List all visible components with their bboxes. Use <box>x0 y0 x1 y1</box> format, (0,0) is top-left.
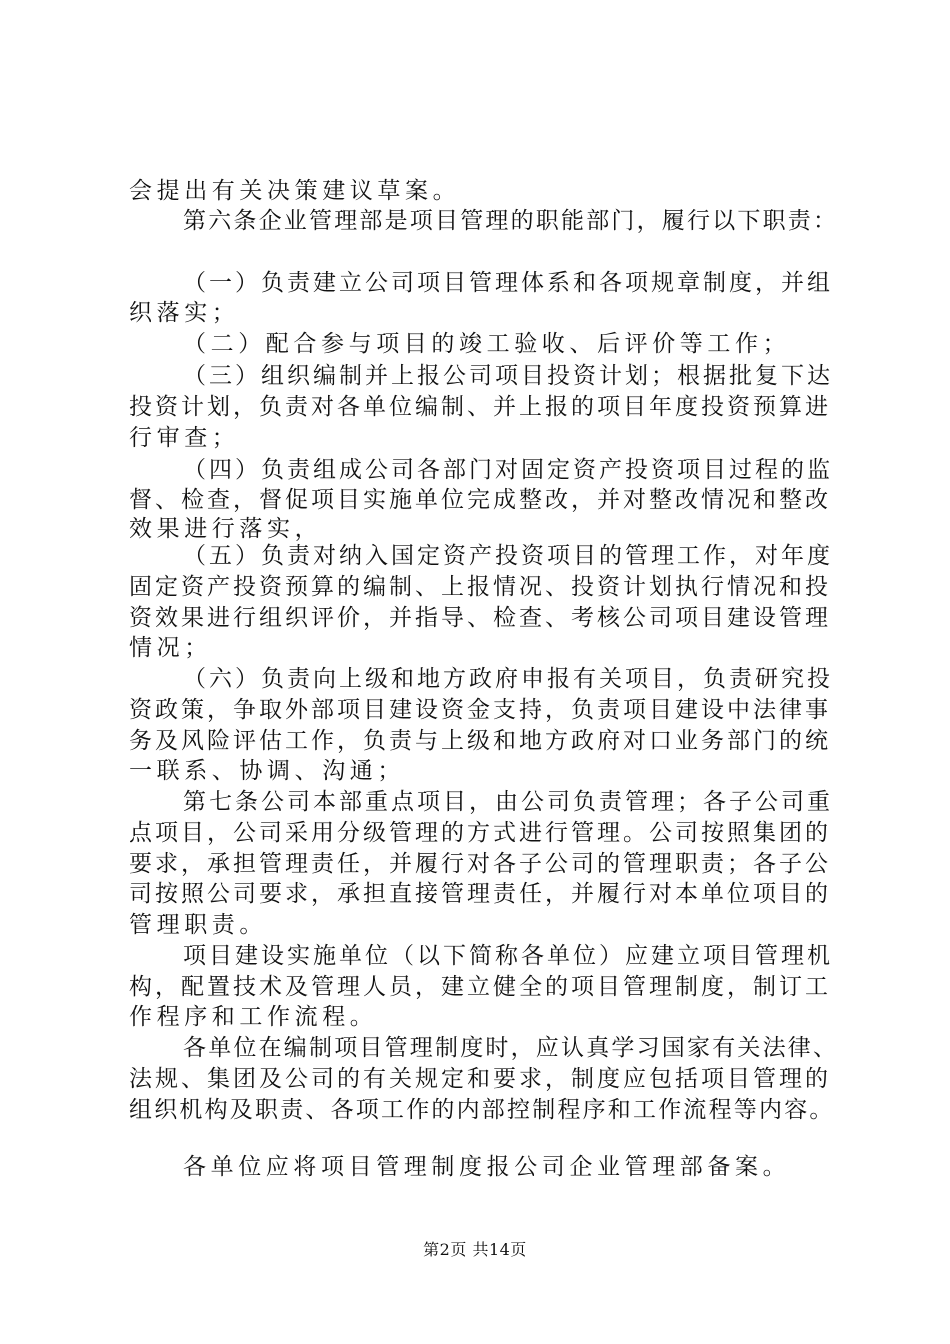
text-line: 资政策，争取外部项目建设资金支持，负责项目建设中法律事 <box>129 697 831 723</box>
text-line: 织落实； <box>129 300 240 326</box>
text-line: （五）负责对纳入国定资产投资项目的管理工作，对年度 <box>183 543 833 569</box>
text-line: （六）负责向上级和地方政府申报有关项目，负责研究投 <box>183 666 833 692</box>
text-line: 资效果进行组织评价，并指导、检查、考核公司项目建设管理 <box>129 605 831 631</box>
text-line: 组织机构及职责、各项工作的内部控制程序和工作流程等内容。 <box>129 1097 835 1123</box>
text-line: 一联系、协调、沟通； <box>129 758 405 784</box>
text-line: （一）负责建立公司项目管理体系和各项规章制度，并组 <box>183 270 833 296</box>
text-line: （二）配合参与项目的竣工验收、后评价等工作； <box>183 331 791 357</box>
text-line: 务及风险评估工作，负责与上级和地方政府对口业务部门的统 <box>129 728 831 754</box>
text-line: 各单位在编制项目管理制度时，应认真学习国家有关法律、 <box>183 1035 839 1061</box>
text-line: 点项目，公司采用分级管理的方式进行管理。公司按照集团的 <box>129 820 831 846</box>
text-line: 各单位应将项目管理制度报公司企业管理部备案。 <box>183 1154 791 1180</box>
text-line: 固定资产投资预算的编制、上报情况、投资计划执行情况和投 <box>129 574 831 600</box>
page-footer: 第2页 共14页 <box>423 1240 527 1259</box>
text-line: 效果进行落实， <box>129 516 323 542</box>
text-line: 行审查； <box>129 425 240 451</box>
article-6-heading: 第六条企业管理部是项目管理的职能部门，履行以下职责： <box>183 208 839 234</box>
text-line: 会提出有关决策建议草案。 <box>129 178 461 204</box>
text-line: 情况； <box>129 635 212 661</box>
text-line: 投资计划，负责对各单位编制、并上报的项目年度投资预算进 <box>129 394 831 420</box>
text-line: 管理职责。 <box>129 912 267 938</box>
text-line: 司按照公司要求，承担直接管理责任，并履行对本单位项目的 <box>129 881 831 907</box>
text-line: 构，配置技术及管理人员，建立健全的项目管理制度，制订工 <box>129 974 831 1000</box>
text-line: 要求，承担管理责任，并履行对各子公司的管理职责；各子公 <box>129 851 831 877</box>
article-7-heading: 第七条公司本部重点项目，由公司负责管理；各子公司重 <box>183 789 833 815</box>
text-line: 法规、集团及公司的有关规定和要求，制度应包括项目管理的 <box>129 1066 831 1092</box>
text-line: 项目建设实施单位（以下简称各单位）应建立项目管理机 <box>183 943 833 969</box>
text-line: （四）负责组成公司各部门对固定资产投资项目过程的监 <box>183 457 833 483</box>
text-line: （三）组织编制并上报公司项目投资计划；根据批复下达 <box>183 363 833 389</box>
text-line: 督、检查，督促项目实施单位完成整改，并对整改情况和整改 <box>129 487 831 513</box>
text-line: 作程序和工作流程。 <box>129 1004 378 1030</box>
